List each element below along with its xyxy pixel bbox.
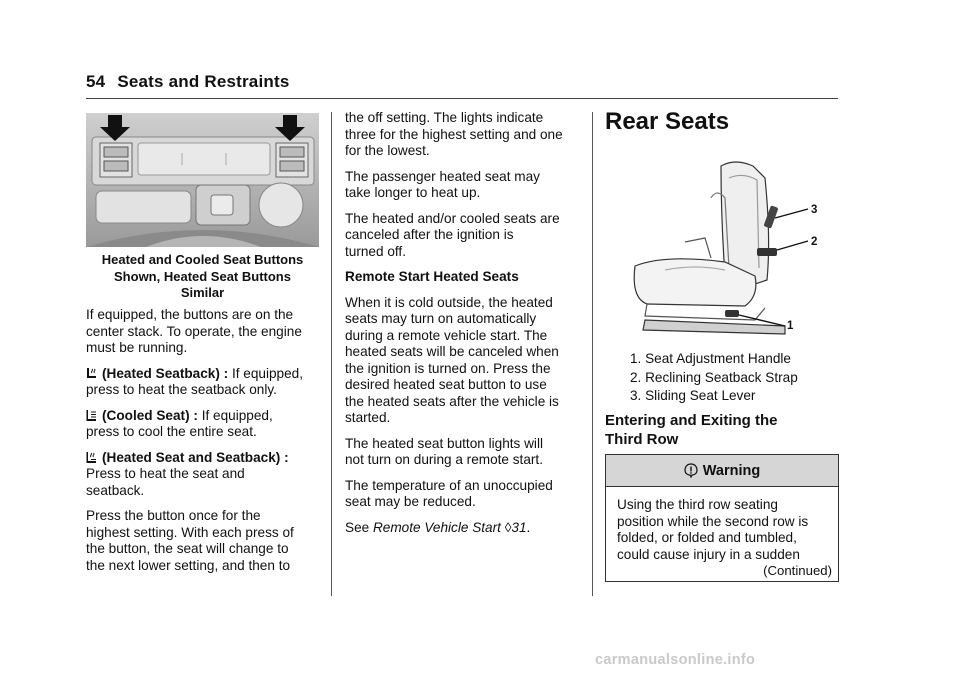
caption-line: Shown, Heated Seat Buttons <box>114 268 291 284</box>
desc: press to heat the seatback only. <box>86 382 277 397</box>
rear-seats-title: Rear Seats <box>605 108 730 135</box>
desc: If equipped, <box>231 365 304 381</box>
see-suffix: . <box>526 519 531 535</box>
text-line: the heated seats after the vehicle is <box>345 393 559 409</box>
text-line: the off setting. The lights indicate <box>345 110 544 125</box>
heated-seat-icon <box>86 451 98 464</box>
column-divider-1 <box>331 112 332 596</box>
warning-line: folded, or folded and tumbled, <box>617 530 797 545</box>
term: (Cooled Seat) : <box>102 407 198 423</box>
text-line: When it is cold outside, the heated <box>345 294 553 310</box>
seat-buttons-photo <box>86 113 319 247</box>
term: (Heated Seatback) : <box>102 365 229 381</box>
text-line: seats may turn on automatically <box>345 311 537 326</box>
intro-line: If equipped, the buttons are on the <box>86 307 294 322</box>
continued-label: (Continued) <box>763 563 832 578</box>
callout-1: 1 <box>787 320 794 332</box>
desc: seatback. <box>86 482 145 498</box>
heading-line: Third Row <box>605 431 679 448</box>
warning-header <box>606 455 838 487</box>
column-1-text <box>86 307 326 574</box>
warning-line: Using the third row seating <box>617 497 778 512</box>
page-number: 54 <box>86 72 106 91</box>
heated-seatback-icon <box>86 367 98 380</box>
cross-reference-link[interactable]: Remote Vehicle Start <box>372 519 501 535</box>
text-line: seat may be reduced. <box>345 494 476 509</box>
warning-line: could cause injury in a sudden <box>617 546 800 562</box>
text-line: not turn on during a remote start. <box>345 452 543 467</box>
caption-line: Heated and Cooled Seat Buttons <box>101 252 304 267</box>
text-line: The heated and/or cooled seats are <box>345 210 560 226</box>
press-once-line: the next lower setting, and then to <box>86 557 291 573</box>
heated-seatback-entry <box>86 366 326 383</box>
text-line: during a remote vehicle start. The <box>345 327 548 343</box>
see-prefix: See <box>345 519 370 535</box>
press-once-line: highest setting. With each press of <box>86 524 294 540</box>
text-line: canceled after the ignition is <box>345 227 514 242</box>
cooled-seat-entry <box>86 408 326 425</box>
text-line: desired heated seat button to use <box>345 377 547 392</box>
intro-line: center stack. To operate, the engine <box>86 323 302 339</box>
column-divider-2 <box>592 112 593 596</box>
text-line: three for the highest setting and one <box>345 126 563 142</box>
cooled-seat-icon <box>86 409 98 422</box>
header-rule <box>86 98 838 99</box>
page-header <box>86 72 290 92</box>
third-row-heading <box>605 411 778 449</box>
legend-item: 3. Sliding Seat Lever <box>630 388 756 403</box>
text-line: started. <box>345 410 391 425</box>
column-2-text <box>345 110 585 536</box>
caption-line: Similar <box>180 285 225 300</box>
text-line: turned off. <box>345 243 406 259</box>
watermark: carmanualsonline.info <box>595 652 756 668</box>
cross-reference-page[interactable]: 31 <box>511 519 527 535</box>
desc: Press to heat the seat and <box>86 466 245 481</box>
heading-line: Entering and Exiting the <box>605 412 778 429</box>
warning-line: position while the second row is <box>617 513 809 529</box>
remote-start-heading: Remote Start Heated Seats <box>345 269 519 284</box>
desc: press to cool the entire seat. <box>86 424 257 439</box>
term: (Heated Seat and Seatback) : <box>102 449 289 465</box>
warning-icon <box>684 463 698 478</box>
warning-box <box>605 454 839 582</box>
section-title: Seats and Restraints <box>117 72 290 91</box>
press-once-line: the button, the seat will change to <box>86 541 289 556</box>
heated-seat-seatback-entry <box>86 450 326 467</box>
page-ref-arrow-icon: ◊ <box>504 519 512 535</box>
text-line: The temperature of an unoccupied <box>345 477 553 493</box>
see-reference <box>345 520 585 537</box>
warning-title: Warning <box>702 462 761 479</box>
callout-legend <box>630 351 798 405</box>
callout-3: 3 <box>811 204 818 216</box>
legend-item: 1. Seat Adjustment Handle <box>630 351 791 366</box>
desc: If equipped, <box>201 407 273 423</box>
text-line: the ignition is turned on. Press the <box>345 360 551 376</box>
press-once-line: Press the button once for the <box>86 508 261 523</box>
rear-seat-illustration <box>625 158 825 338</box>
text-line: The passenger heated seat may <box>345 168 540 184</box>
figure-caption <box>86 252 319 302</box>
text-line: The heated seat button lights will <box>345 435 543 451</box>
callout-2: 2 <box>811 236 818 248</box>
legend-item: 2. Reclining Seatback Strap <box>630 369 798 385</box>
text-line: for the lowest. <box>345 143 430 158</box>
warning-body <box>606 487 838 563</box>
intro-line: must be running. <box>86 340 188 355</box>
text-line: heated seats will be canceled when <box>345 344 559 359</box>
text-line: take longer to heat up. <box>345 185 481 200</box>
